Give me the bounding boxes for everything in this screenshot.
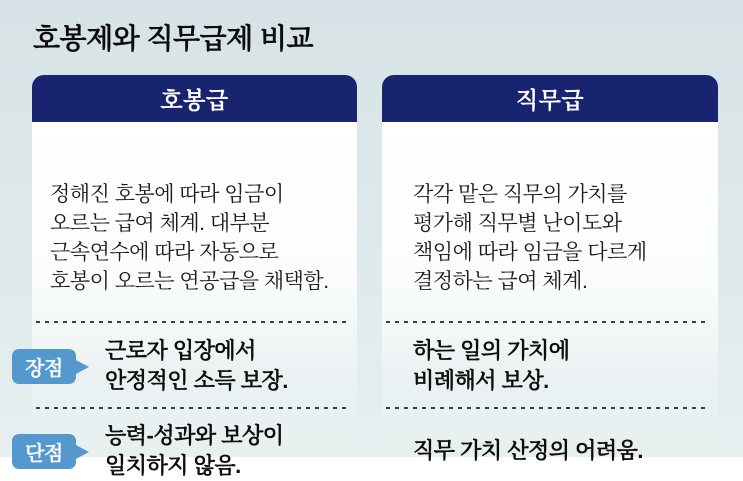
description-line: 정해진 호봉에 따라 임금이 — [50, 183, 284, 206]
divider-dashed — [36, 321, 349, 323]
hobong-description — [50, 180, 329, 296]
cons-line: 능력-성과와 보상이 — [105, 423, 284, 448]
hobong-cons-text — [105, 421, 283, 481]
description-line: 오르는 급여 체계. 대부분 — [50, 212, 270, 235]
pros-line: 근로자 입장에서 — [105, 338, 256, 363]
description-line: 근속연수에 따라 자동으로 — [50, 241, 279, 264]
cons-badge — [12, 434, 76, 469]
jikmu-cons-text — [413, 436, 643, 466]
column-hobong-body — [25, 122, 357, 478]
divider-dashed — [386, 321, 710, 323]
pros-line: 하는 일의 가치에 — [413, 338, 570, 363]
jikmu-pros-text — [413, 336, 570, 396]
description-line: 평가해 직무별 난이도와 — [413, 212, 622, 235]
cons-line: 일치하지 않음. — [105, 453, 241, 478]
column-jikmu-header: 직무급 — [382, 75, 718, 122]
cons-badge-label: 단점 — [25, 443, 63, 465]
pros-badge-label: 장점 — [25, 358, 63, 380]
pros-line: 비례해서 보상. — [413, 368, 549, 393]
bubble-tail-icon — [74, 359, 89, 375]
divider-dashed — [36, 407, 349, 409]
jikmu-description — [413, 180, 647, 296]
divider-dashed — [386, 407, 710, 409]
description-line: 각각 맡은 직무의 가치를 — [413, 183, 627, 206]
pros-line: 안정적인 소득 보장. — [105, 368, 288, 393]
column-jikmu — [382, 75, 718, 463]
column-jikmu-body — [382, 122, 718, 463]
column-hobong-header: 호봉급 — [32, 75, 357, 122]
bubble-tail-icon — [74, 444, 89, 460]
cons-line: 직무 가치 산정의 어려움. — [413, 438, 643, 463]
column-hobong — [25, 75, 357, 478]
page-title: 호봉제와 직무급제 비교 — [33, 23, 314, 54]
hobong-pros-text — [105, 336, 288, 396]
description-line: 결정하는 급여 체계. — [413, 270, 588, 293]
pros-badge — [12, 349, 76, 384]
description-line: 호봉이 오르는 연공급을 채택함. — [50, 270, 329, 293]
description-line: 책임에 따라 임금을 다르게 — [413, 241, 647, 264]
